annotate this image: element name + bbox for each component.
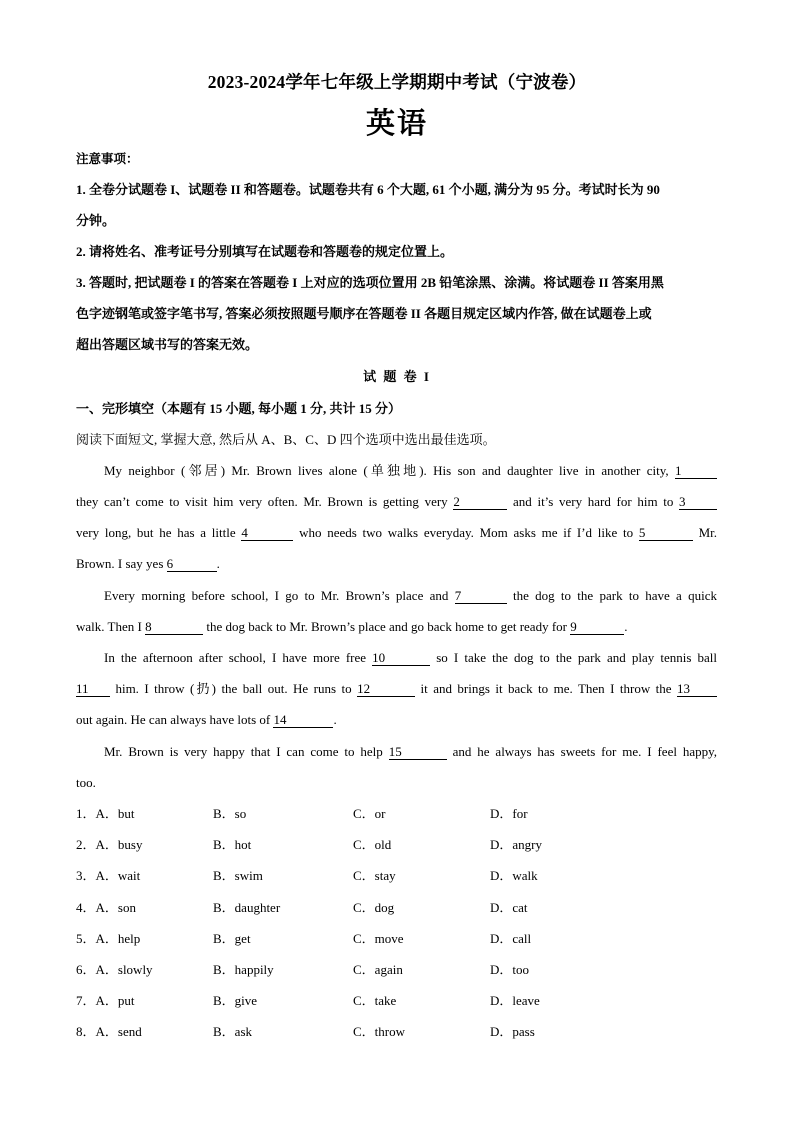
blank-5: 5 (639, 526, 693, 541)
option-b: B．get (213, 931, 251, 946)
option-row (76, 991, 676, 1011)
option-c: C．move (353, 931, 404, 946)
option-b: B．daughter (213, 900, 281, 915)
option-row (76, 929, 676, 949)
option-c: C．old (353, 837, 392, 852)
passage-text: In the afternoon after school, I have more free (104, 650, 367, 665)
option-row (76, 804, 676, 824)
option-a: 2．A．busy (76, 837, 143, 852)
option-c: C．stay (353, 868, 396, 883)
option-a: 7．A．put (76, 993, 135, 1008)
passage-text: too. (76, 775, 96, 790)
passage-line (104, 648, 717, 668)
option-d: D．cat (490, 900, 528, 915)
option-b: B．give (213, 993, 258, 1008)
blank-10: 10 (372, 651, 430, 666)
option-row (76, 960, 676, 980)
option-c: C．again (353, 962, 403, 977)
passage-text: Every morning before school, I go to Mr. Brown’s place and (104, 588, 449, 603)
exam-title: 2023-2024学年七年级上学期期中考试（宁波卷） (207, 72, 587, 92)
passage-text: it and brings it back to me. Then I throw the (420, 681, 672, 696)
blank-1: 1 (675, 464, 717, 479)
notice-line: 1. 全卷分试题卷 I、试题卷 II 和答题卷。试题卷共有 6 个大题, 61 个小题, 满分为 95 分。考试时长为 90 (76, 182, 660, 197)
passage-line (76, 492, 717, 512)
passage-line (76, 679, 717, 699)
passage-text: Brown. I say yes (76, 556, 164, 571)
option-d: D．for (490, 806, 528, 821)
notice-line: 超出答题区域书写的答案无效。 (76, 337, 259, 352)
subject-title: 英语 (365, 108, 428, 140)
passage-text: My neighbor (邻居) Mr. Brown lives alone (单独地). His son and daughter live in another city, (104, 463, 669, 478)
section-title: 试 题 卷 I (363, 369, 431, 384)
option-c: C．take (353, 993, 397, 1008)
blank-7: 7 (455, 589, 507, 604)
passage-text: and he always has sweets for me. I feel happy, (452, 744, 718, 759)
option-d: D．pass (490, 1024, 535, 1039)
blank-9: 9 (570, 620, 624, 635)
option-d: D．walk (490, 868, 538, 883)
option-row (76, 1022, 676, 1042)
passage-line (104, 742, 717, 762)
option-row (76, 835, 676, 855)
part-heading: 一、完形填空（本题有 15 小题, 每小题 1 分, 共计 15 分） (76, 401, 402, 416)
option-b: B．ask (213, 1024, 253, 1039)
option-b: B．happily (213, 962, 274, 977)
passage-text: they can’t come to visit him very often. Mr. Brown is getting very (76, 494, 448, 509)
passage-line (76, 773, 717, 793)
passage-text: the dog to the park to have a quick (512, 588, 717, 603)
passage-text: . (624, 619, 628, 634)
passage-text: out again. He can always have lots of (76, 712, 271, 727)
instruction-text: 阅读下面短文, 掌握大意, 然后从 A、B、C、D 四个选项中选出最佳选项。 (76, 432, 496, 447)
passage-line (76, 554, 717, 574)
blank-4: 4 (241, 526, 293, 541)
option-row (76, 866, 676, 886)
notice-line: 色字迹钢笔或签字笔书写, 答案必须按照题号顺序在答题卷 II 各题目规定区域内作答, 做在试题卷上或 (76, 306, 652, 321)
passage-text: and it’s very hard for him to (513, 494, 674, 509)
option-b: B．swim (213, 868, 263, 883)
blank-3: 3 (679, 495, 717, 510)
passage-text: Mr. Brown is very happy that I can come to help (104, 744, 383, 759)
blank-14: 14 (273, 713, 333, 728)
option-d: D．too (490, 962, 530, 977)
option-b: B．hot (213, 837, 252, 852)
passage-line (104, 586, 717, 606)
blank-2: 2 (453, 495, 507, 510)
blank-12: 12 (357, 682, 415, 697)
option-a: 3．A．wait (76, 868, 141, 883)
option-c: C．or (353, 806, 386, 821)
option-a: 6．A．slowly (76, 962, 153, 977)
option-b: B．so (213, 806, 247, 821)
passage-text: walk. Then I (76, 619, 142, 634)
passage-text: so I take the dog to the park and play tennis ball (436, 650, 717, 665)
passage-text: Mr. (698, 525, 718, 540)
passage-line (76, 710, 717, 730)
notice-line: 2. 请将姓名、准考证号分别填写在试题卷和答题卷的规定位置上。 (76, 244, 454, 259)
option-c: C．throw (353, 1024, 406, 1039)
option-a: 1．A．but (76, 806, 135, 821)
blank-13: 13 (677, 682, 717, 697)
notice-line: 分钟。 (76, 213, 116, 228)
passage-text: him. I throw (扔) the ball out. He runs to (115, 681, 352, 696)
option-a: 5．A．help (76, 931, 141, 946)
passage-line (104, 461, 717, 481)
option-c: C．dog (353, 900, 395, 915)
passage-text: very long, but he has a little (76, 525, 236, 540)
option-d: D．leave (490, 993, 540, 1008)
passage-text: the dog back to Mr. Brown’s place and go back home to get ready for (206, 619, 567, 634)
blank-11: 11 (76, 682, 110, 697)
option-a: 4．A．son (76, 900, 136, 915)
option-a: 8．A．send (76, 1024, 142, 1039)
passage-text: . (216, 556, 220, 571)
passage-line (76, 523, 717, 543)
passage-text: . (333, 712, 337, 727)
passage-text: who needs two walks everyday. Mom asks me if I’d like to (299, 525, 634, 540)
option-d: D．call (490, 931, 532, 946)
notice-line: 3. 答题时, 把试题卷 I 的答案在答题卷 I 上对应的选项位置用 2B 铅笔涂黑、涂满。将试题卷 II 答案用黑 (76, 275, 664, 290)
option-row (76, 898, 676, 918)
option-d: D．angry (490, 837, 542, 852)
blank-8: 8 (145, 620, 203, 635)
passage-line (76, 617, 717, 637)
blank-15: 15 (389, 745, 447, 760)
notice-heading: 注意事项： (76, 152, 139, 166)
blank-6: 6 (167, 557, 217, 572)
